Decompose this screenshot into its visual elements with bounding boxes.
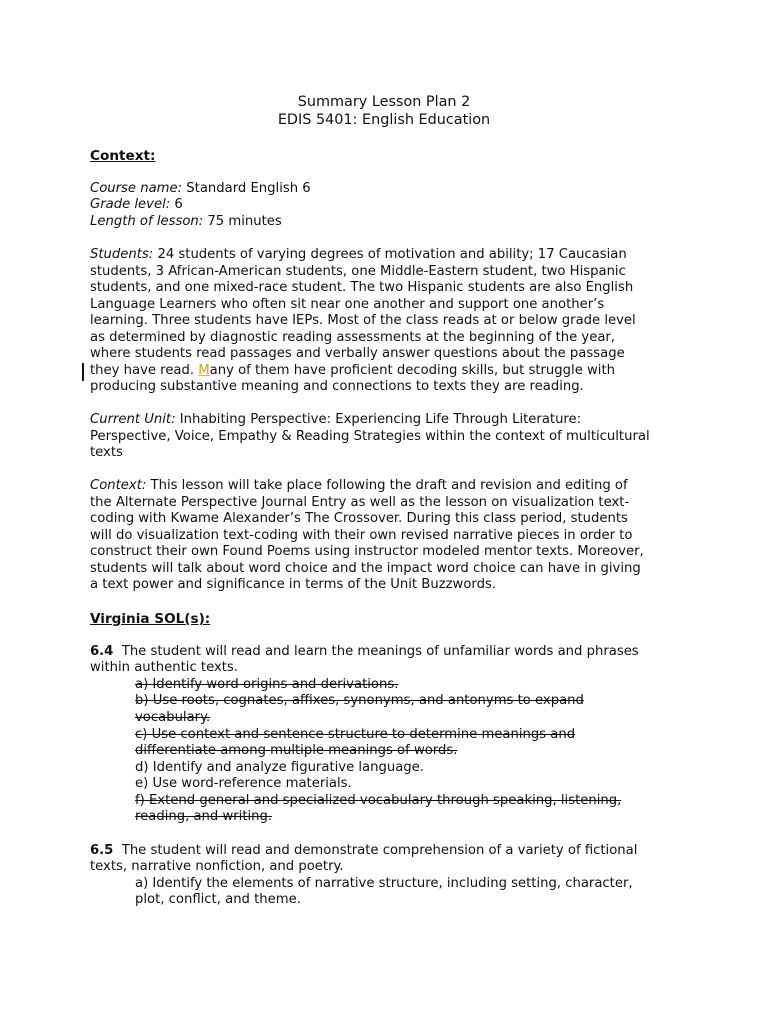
- sol-item: vocabulary.: [135, 710, 211, 725]
- context-line: [90, 478, 628, 495]
- course-code: EDIS 5401: English Education: [277, 112, 491, 128]
- lesson-length-value: 75 minutes: [207, 214, 282, 229]
- context-line: coding with Kwame Alexander’s The Crossover. During this class period, students: [90, 511, 628, 526]
- context-label: Context:: [90, 478, 147, 493]
- document-title: Summary Lesson Plan 2: [297, 94, 471, 110]
- sol-item: differentiate among multiple meanings of words.: [135, 743, 458, 758]
- course-name-line: [90, 181, 311, 198]
- text-cursor: [82, 363, 84, 381]
- sol-item: f) Extend general and specialized vocabulary through speaking, listening,: [135, 793, 622, 808]
- students-line: students, 3 African-American students, one Middle-Eastern student, two Hispanic: [90, 264, 626, 279]
- students-line: Language Learners who often sit near one another and support one another’s: [90, 297, 605, 312]
- context-text: This lesson will take place following the draft and revision and editing of: [150, 478, 628, 493]
- students-line: students, and one mixed-race student. The two Hispanic students are also English: [90, 280, 634, 295]
- current-unit-label: Current Unit:: [90, 412, 176, 427]
- sol-heading: Virginia SOL(s):: [90, 611, 211, 627]
- sol-item: d) Identify and analyze figurative language.: [135, 760, 424, 775]
- sol-item: a) Identify word origins and derivations.: [135, 677, 399, 692]
- students-line: as determined by diagnostic reading assessments at the beginning of the year,: [90, 330, 616, 345]
- context-heading: Context:: [90, 148, 156, 164]
- sol-6-5-line: [90, 843, 637, 860]
- sol-item: reading, and writing.: [135, 809, 273, 824]
- tracked-change-mark[interactable]: M: [198, 363, 210, 378]
- students-line: [90, 247, 627, 264]
- sol-item: plot, conflict, and theme.: [135, 892, 301, 907]
- current-unit-text: Inhabiting Perspective: Experiencing Life Through Literature:: [179, 412, 582, 427]
- context-line: will do visualization text-coding with their own revised narrative pieces in order to: [90, 528, 633, 543]
- course-name-label: Course name:: [90, 181, 183, 196]
- context-line: the Alternate Perspective Journal Entry as well as the lesson on visualization text-: [90, 495, 630, 510]
- sol-number: 6.5: [90, 843, 114, 858]
- students-line: where students read passages and verbally answer questions about the passage: [90, 346, 625, 361]
- course-name-value: Standard English 6: [186, 181, 311, 196]
- grade-level-line: [90, 197, 183, 214]
- sol-item: b) Use roots, cognates, affixes, synonyms, and antonyms to expand: [135, 693, 584, 708]
- sol-item: c) Use context and sentence structure to determine meanings and: [135, 727, 576, 742]
- sol-item: a) Identify the elements of narrative structure, including setting, character,: [135, 876, 633, 891]
- students-text: any of them have proficient decoding skills, but struggle with: [209, 363, 615, 378]
- lesson-length-label: Length of lesson:: [90, 214, 204, 229]
- grade-level-value: 6: [174, 197, 183, 212]
- students-line[interactable]: [90, 363, 615, 380]
- students-line: learning. Three students have IEPs. Most of the class reads at or below grade level: [90, 313, 636, 328]
- current-unit-line: Perspective, Voice, Empathy & Reading Strategies within the context of multicultural: [90, 429, 650, 444]
- sol-text: The student will read and learn the meanings of unfamiliar words and phrases: [121, 644, 639, 659]
- students-text: they have read.: [90, 363, 199, 378]
- sol-6-5-line: texts, narrative nonfiction, and poetry.: [90, 859, 344, 874]
- sol-6-4-line: within authentic texts.: [90, 660, 238, 675]
- lesson-length-line: [90, 214, 282, 231]
- context-line: construct their own Found Poems using instructor modeled mentor texts. Moreover,: [90, 544, 644, 559]
- sol-item: e) Use word-reference materials.: [135, 776, 352, 791]
- current-unit-line: [90, 412, 581, 429]
- grade-level-label: Grade level:: [90, 197, 171, 212]
- context-line: a text power and significance in terms of the Unit Buzzwords.: [90, 577, 497, 592]
- current-unit-line: texts: [90, 445, 123, 460]
- students-text: 24 students of varying degrees of motivation and ability; 17 Caucasian: [157, 247, 627, 262]
- context-line: students will talk about word choice and the impact word choice can have in giving: [90, 561, 641, 576]
- sol-number: 6.4: [90, 644, 114, 659]
- students-line: producing substantive meaning and connections to texts they are reading.: [90, 379, 584, 394]
- sol-text: The student will read and demonstrate comprehension of a variety of fictional: [121, 843, 638, 858]
- sol-6-4-line: [90, 644, 639, 661]
- students-label: Students:: [90, 247, 154, 262]
